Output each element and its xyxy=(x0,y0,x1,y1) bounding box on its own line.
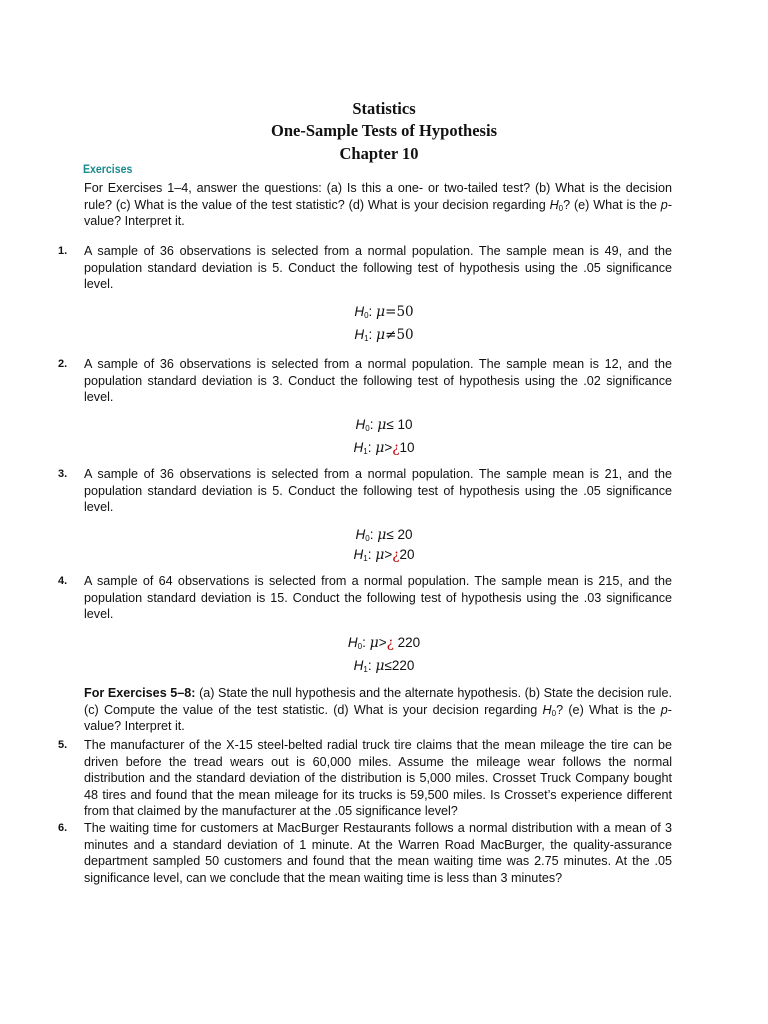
exercise-number: 4. xyxy=(58,575,68,587)
exercise-number: 2. xyxy=(58,358,68,370)
chapter-heading: Chapter 10 xyxy=(339,143,419,163)
exercise-text: A sample of 36 observations is selected from a normal population. The sample mean is 49, and the population standard deviation is 5. Conduct the following test of hypothesis using the .05 significance level. xyxy=(84,244,672,291)
exercise-text: The manufacturer of the X-15 steel-belted radial truck tire claims that the mean mileage the tire can be driven before the tread wears out is 60,000 miles. Assume the mileage wear follows the normal distribution and the standard deviation of the distribution is 5,000 miles. Crosset Truck Company bought 48 tires and found that the mean mileage for its trucks is 59,500 miles. Is Crosset’s experience different from that claimed by the manufacturer at the .05 significance level? xyxy=(84,738,672,818)
document-title: Statistics xyxy=(352,99,416,118)
null-hypothesis: $H_0$: μ=50 xyxy=(354,304,414,320)
exercise-number: 5. xyxy=(58,739,68,751)
exercise-number: 6. xyxy=(58,822,68,834)
alternate-hypothesis: $H_1$: μ≠50 xyxy=(354,327,414,343)
null-hypothesis: $H_0$: μ>¿ 220 xyxy=(347,635,421,651)
alternate-hypothesis: $H_1$: μ≤220 xyxy=(353,658,415,674)
exercise-number: 1. xyxy=(58,245,68,257)
document-subtitle: One-Sample Tests of Hypothesis xyxy=(271,121,497,141)
exercise-number: 3. xyxy=(58,468,68,480)
exercise-text: A sample of 64 observations is selected from a normal population. The sample mean is 215, and the population standard deviation is 15. Conduct the following test of hypothesis using the .03 significance level. xyxy=(84,574,672,621)
null-hypothesis: $H_0$: μ≤ 20 xyxy=(355,527,413,543)
exercise-text: The waiting time for customers at MacBurger Restaurants follows a normal distribution with a mean of 3 minutes and a standard deviation of 1 minute. At the Warren Road MacBurger, the quality-assurance department sampled 50 customers and found that the mean waiting time was 2.75 minutes. At the .05 significance level, can we conclude that the mean waiting time is less than 3 minutes? xyxy=(84,821,672,885)
exercise-text: A sample of 36 observations is selected from a normal population. The sample mean is 12, and the population standard deviation is 3. Conduct the following test of hypothesis using the .02 significance level. xyxy=(84,357,672,404)
intro-paragraph-5-8: For Exercises 5–8: (a) State the null hypothesis and the alternate hypothesis. (b) State the decision rule. (c) Compute the value of the test statistic. (d) What is your decision regarding $H_0$? (e) What is the p-value? Interpret it. xyxy=(84,686,672,733)
null-hypothesis: $H_0$: μ≤ 10 xyxy=(355,417,413,433)
intro-paragraph-1-4: For Exercises 1–4, answer the questions: (a) Is this a one- or two-tailed test? (b) What is the decision rule? (c) What is the value of the test statistic? (d) What is your decision regarding $H_0$? (e) What is the p-value? Interpret it. xyxy=(84,181,673,228)
alternate-hypothesis: $H_1$: μ>¿10 xyxy=(353,440,415,456)
section-label: Exercises xyxy=(83,162,133,176)
alternate-hypothesis: $H_1$: μ>¿20 xyxy=(353,547,415,563)
title-block xyxy=(0,98,768,165)
exercise-text: A sample of 36 observations is selected from a normal population. The sample mean is 21, and the population standard deviation is 5. Conduct the following test of hypothesis using the .05 significance level. xyxy=(84,467,672,514)
